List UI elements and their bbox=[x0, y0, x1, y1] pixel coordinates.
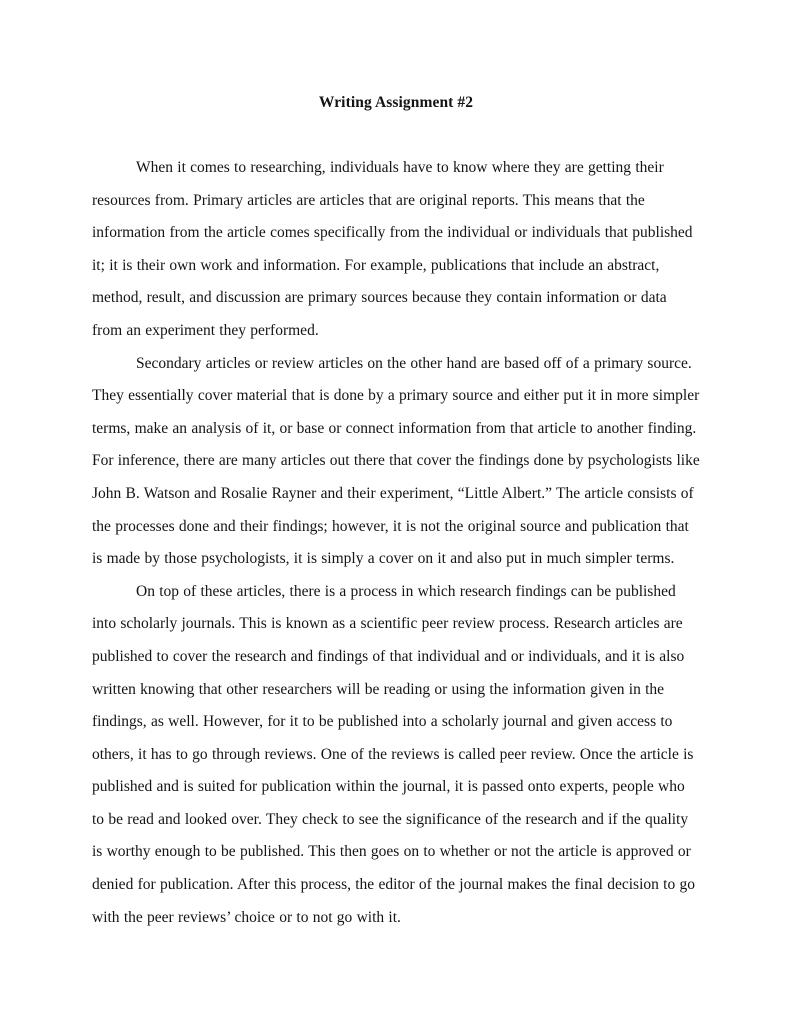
paragraph-secondary-articles: Secondary articles or review articles on the other hand are based off of a primary source. They essentially cover material that is done by a primary source and either put it in more simpler terms, make an analysis of it, or base or connect information from that article to another finding. For inference, there are many articles out there that cover the findings done by psychologists like John B. Watson and Rosalie Rayner and their experiment, “Little Albert.” The article consists of the processes done and their findings; however, it is not the original source and publication that is made by those psychologists, it is simply a cover on it and also put in much simpler terms. bbox=[92, 354, 705, 568]
document-title: Writing Assignment #2 bbox=[318, 94, 474, 111]
paragraph-peer-review-process: On top of these articles, there is a process in which research findings can be published into scholarly journals. This is known as a scientific peer review process. Research articles are published to cover the research and findings of that individual and or individuals, and it is also written knowing that other researchers will be reading or using the information given in the findings, as well. However, for it to be published into a scholarly journal and given access to others, it has to go through reviews. One of the reviews is called peer review. Once the article is published and is suited for publication within the journal, it is passed onto experts, people who to be read and looked over. They check to see the significance of the research and if the quality is worthy enough to be published. This then goes on to whether or not the article is approved or denied for publication. After this process, the editor of the journal makes the final decision to go with the peer reviews’ choice or to not go with it. bbox=[92, 582, 700, 926]
paragraph-primary-articles: When it comes to researching, individuals have to know where they are getting their resources from. Primary articles are articles that are original reports. This means that the information from the article comes specifically from the individual or individuals that published it; it is their own work and information. For example, publications that include an abstract, method, result, and discussion are primary sources because they contain information or data from an experiment they performed. bbox=[92, 159, 697, 339]
